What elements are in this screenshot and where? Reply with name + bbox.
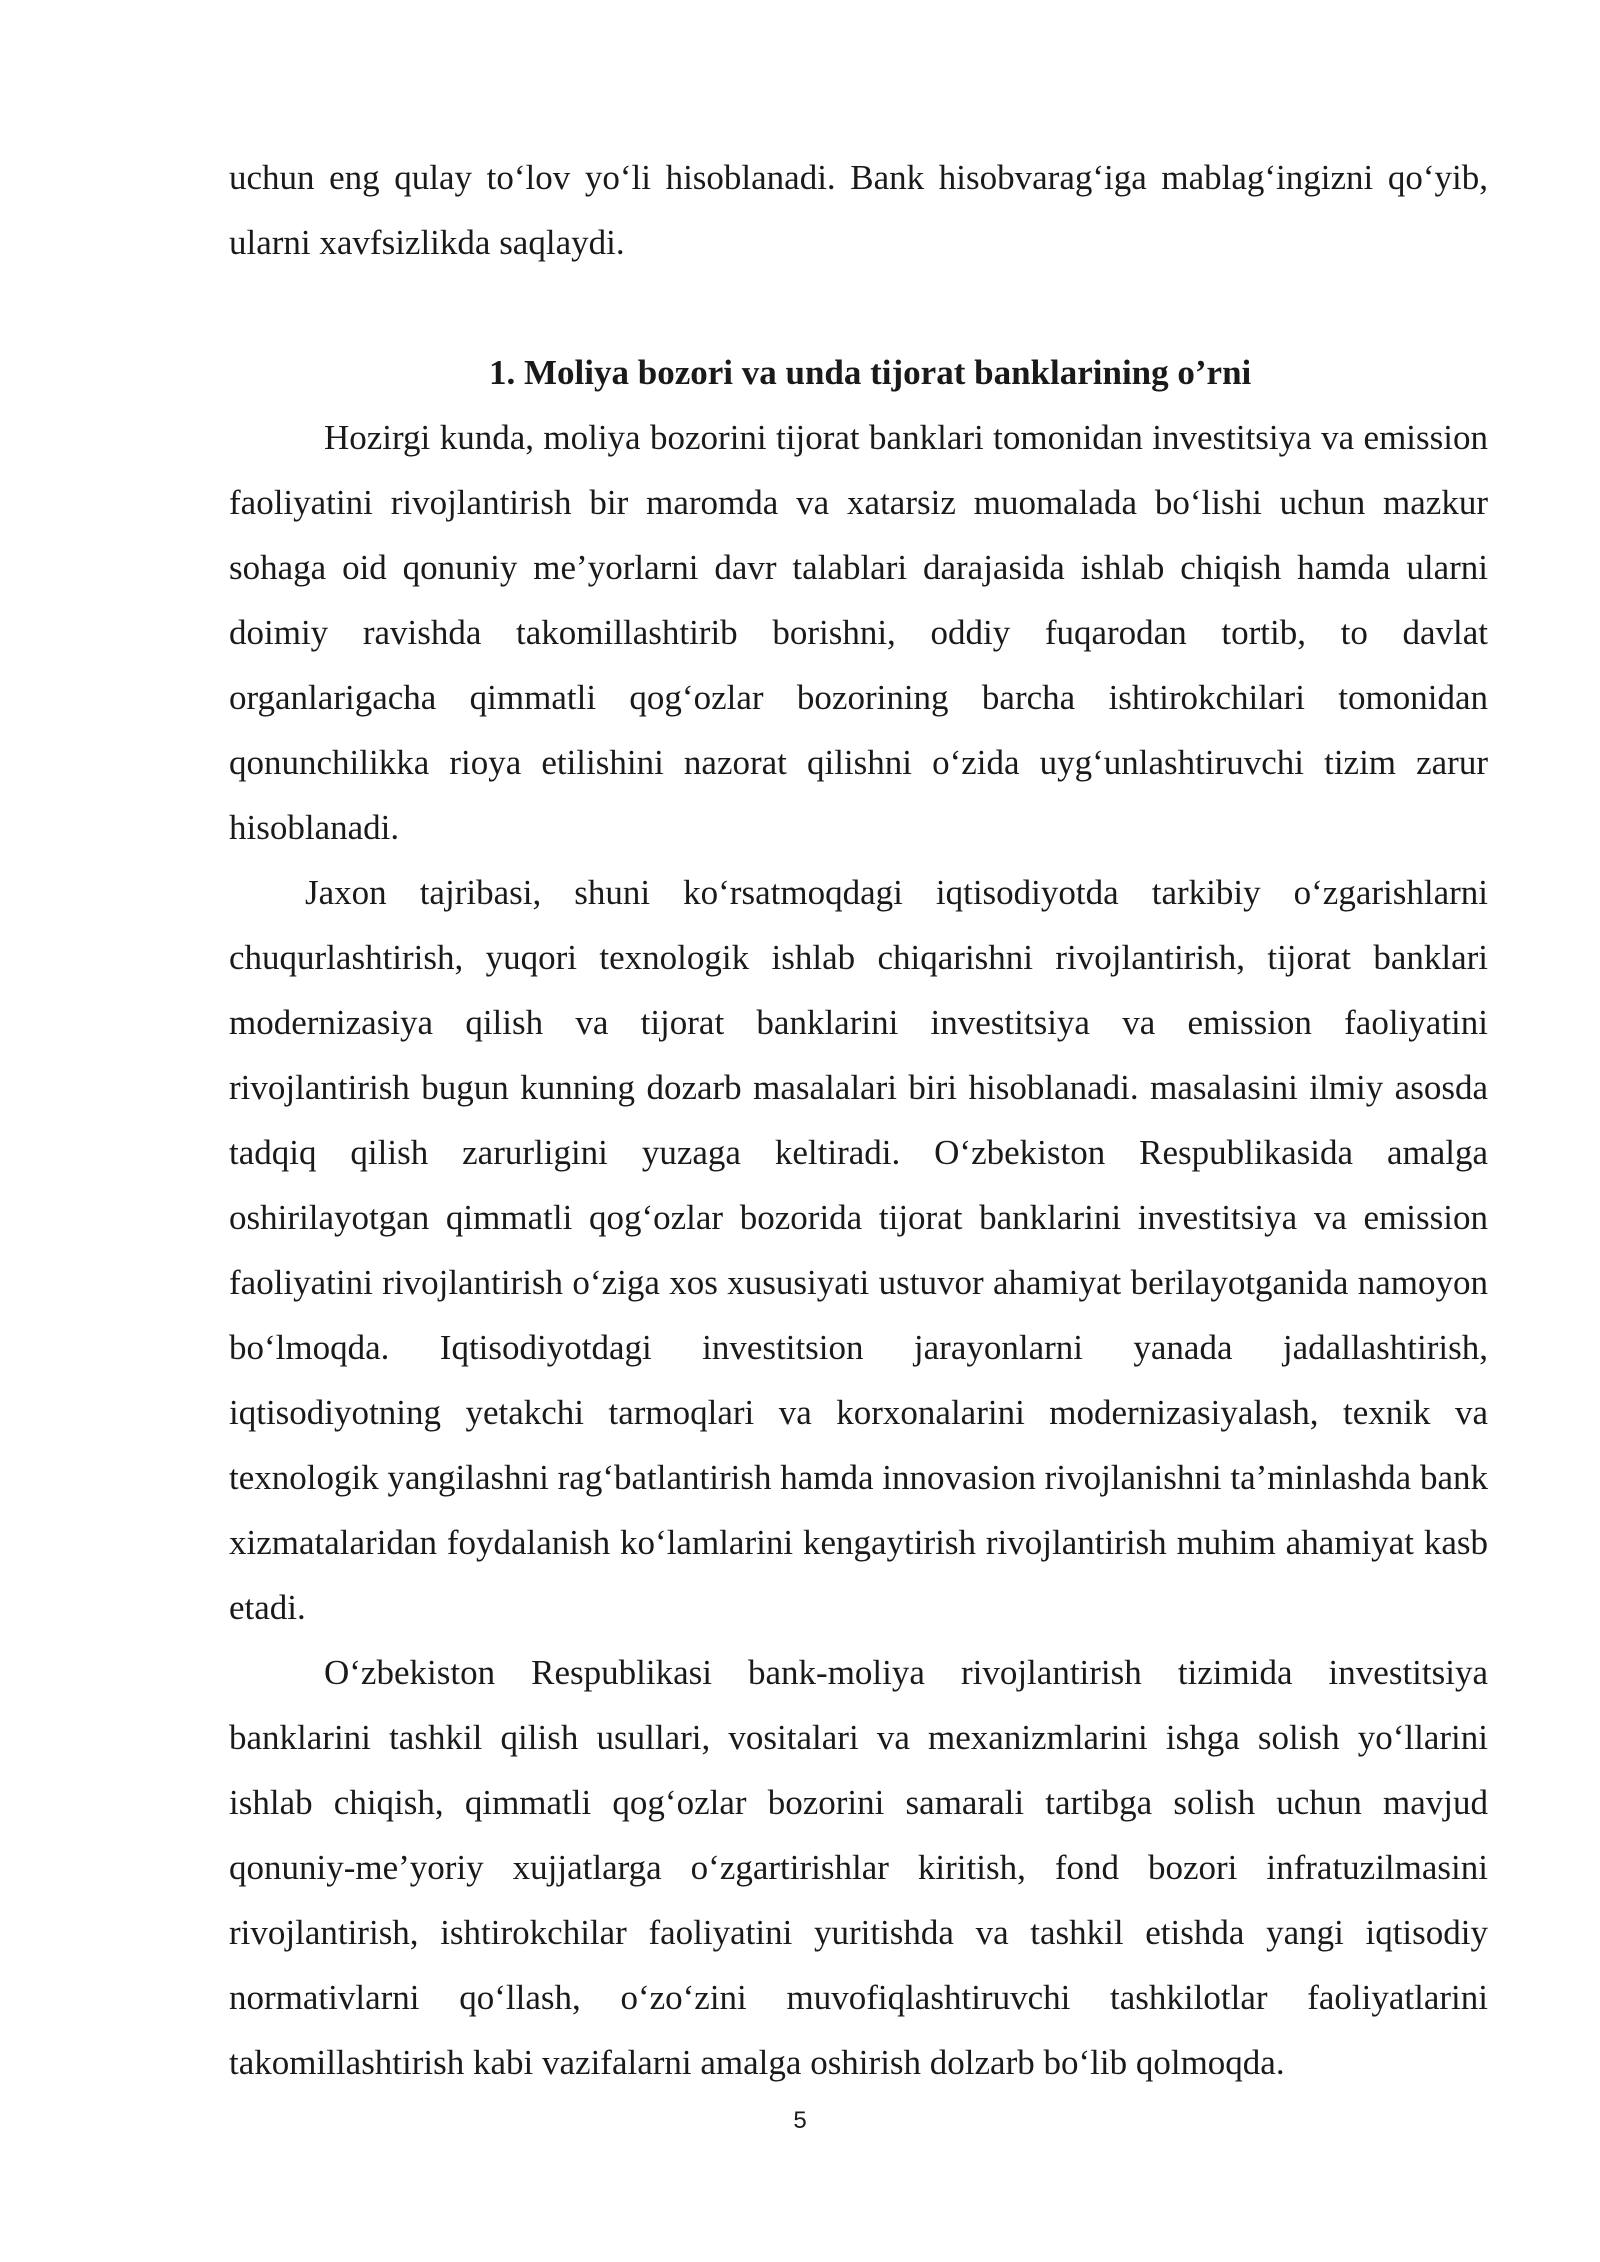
paragraph-1: Hozirgi kunda, moliya bozorini tijorat banklari tomonidan investitsiya va emission faoliyatini rivojlantirish bir maromda va xatarsiz muomalada bo‘lishi uchun mazkur sohaga oid qonuniy me’yorlarni davr talablari darajasida ishlab chiqish hamda ularni doimiy ravishda takomillashtirib borishni, oddiy fuqarodan tortib, to davlat organlarigacha qimmatli qog‘ozlar bozorining barcha ishtirokchilari tomonidan qonunchilikka rioya etilishini nazorat qilishni o‘zida uyg‘unlashtiruvchi tizim zarur hisoblanadi.: [229, 418, 1488, 847]
section-heading: 1. Moliya bozori va unda tijorat banklarining o’rni: [489, 353, 1252, 392]
paragraph-3: O‘zbekiston Respublikasi bank-moliya rivojlantirish tizimida investitsiya banklarini tashkil qilish usullari, vositalari va mexanizmlarini ishga solish yo‘llarini ishlab chiqish, qimmatli qog‘ozlar bozorini samarali tartibga solish uchun mavjud qonuniy-me’yoriy xujjatlarga o‘zgartirishlar kiritish, fond bozori infratuzilmasini rivojlantirish, ishtirokchilar faoliyatini yuritishda va tashkil etishda yangi iqtisodiy normativlarni qo‘llash, o‘zo‘zini muvofiqlashtiruvchi tashkilotlar faoliyatlarini takomillashtirish kabi vazifalarni amalga oshirish dolzarb bo‘lib qolmoqda.: [229, 1653, 1488, 2082]
intro-paragraph: uchun eng qulay to‘lov yo‘li hisoblanadi. Bank hisobvarag‘iga mablag‘ingizni qo‘yib, ularni xavfsizlikda saqlaydi.: [229, 158, 1488, 262]
paragraph-2: Jaxon tajribasi, shuni ko‘rsatmoqdagi iqtisodiyotda tarkibiy o‘zgarishlarni chuqurlashtirish, yuqori texnologik ishlab chiqarishni rivojlantirish, tijorat banklari modernizasiya qilish va tijorat banklarini investitsiya va emission faoliyatini rivojlantirish bugun kunning dozarb masalalari biri hisoblanadi. masalasini ilmiy asosda tadqiq qilish zarurligini yuzaga keltiradi. O‘zbekiston Respublikasida amalga oshirilayotgan qimmatli qog‘ozlar bozorida tijorat banklarini investitsiya va emission faoliyatini rivojlantirish o‘ziga xos xususiyati ustuvor ahamiyat berilayotganida namoyon bo‘lmoqda. Iqtisodiyotdagi investitsion jarayonlarni yanada jadallashtirish, iqtisodiyotning yetakchi tarmoqlari va korxonalarini modernizasiyalash, texnik va texnologik yangilashni rag‘batlantirish hamda innovasion rivojlanishni ta’minlashda bank xizmatalaridan foydalanish ko‘lamlarini kengaytirish rivojlantirish muhim ahamiyat kasb etadi.: [229, 873, 1488, 1627]
page-body: [229, 145, 1488, 2095]
page-number: 5: [793, 2107, 807, 2134]
